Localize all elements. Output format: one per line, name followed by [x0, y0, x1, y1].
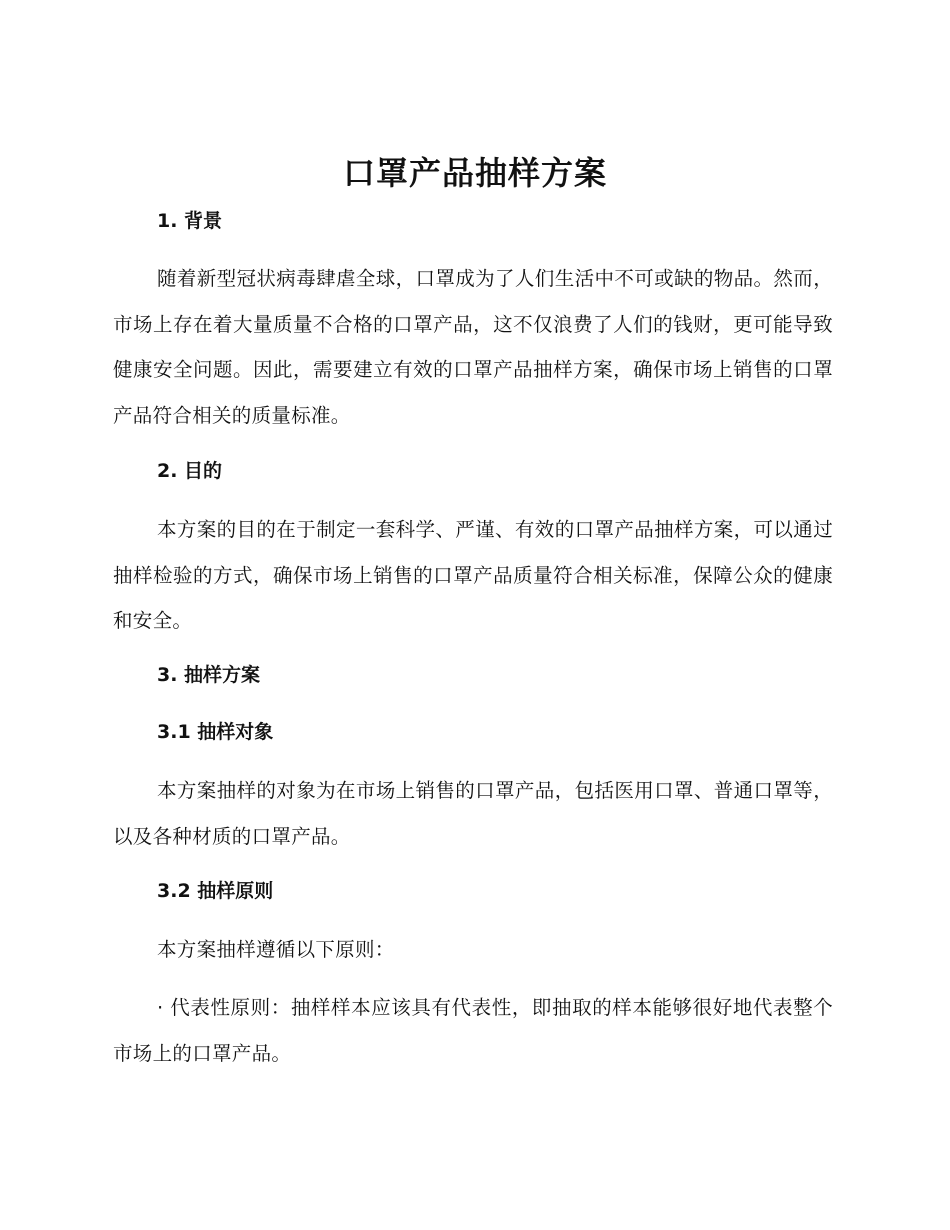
paragraph-object: 本方案抽样的对象为在市场上销售的口罩产品，包括医用口罩、普通口罩等，以及各种材质的口罩产品。 — [113, 779, 833, 848]
document-title: 口罩产品抽样方案 — [342, 154, 607, 192]
paragraph-purpose: 本方案的目的在于制定一套科学、严谨、有效的口罩产品抽样方案，可以通过抽样检验的方式，确保市场上销售的口罩产品质量符合相关标准，保障公众的健康和安全。 — [113, 518, 833, 632]
list-item-principle-representative: · 代表性原则：抽样样本应该具有代表性，即抽取的样本能够很好地代表整个市场上的口罩产品。 — [113, 996, 833, 1065]
paragraph-background: 随着新型冠状病毒肆虐全球，口罩成为了人们生活中不可或缺的物品。然而，市场上存在着大量质量不合格的口罩产品，这不仅浪费了人们的钱财，更可能导致健康安全问题。因此，需要建立有效的口罩产品抽样方案，确保市场上销售的口罩产品符合相关的质量标准。 — [113, 267, 833, 427]
section-heading-object: 3.1 抽样对象 — [157, 721, 274, 743]
section-heading-purpose: 2. 目的 — [157, 460, 223, 482]
section-heading-principle: 3.2 抽样原则 — [157, 880, 274, 902]
section-heading-plan: 3. 抽样方案 — [157, 664, 261, 686]
section-heading-background: 1. 背景 — [157, 210, 223, 232]
paragraph-principle-intro: 本方案抽样遵循以下原则： — [157, 938, 395, 961]
